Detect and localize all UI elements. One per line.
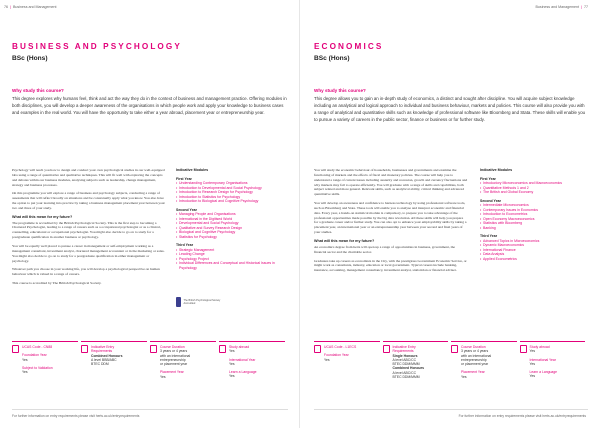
module-list bbox=[480, 239, 588, 262]
year-heading: First Year bbox=[176, 176, 192, 181]
body-paragraph: The programme is accredited by the British Psychological Society. This is the first step to becoming a Chartered Psychologist, leading to a range of careers such as a occupational psychologist or as a clinical, counselling, educational or occupational psychologist. You might also decide to go on to study for a postgraduate qualification in another business or psychology. bbox=[12, 220, 161, 240]
fact-line: Subject to Validation bbox=[22, 365, 53, 370]
fact-line: Learn a Language bbox=[229, 370, 257, 375]
module-list bbox=[176, 248, 284, 271]
fact-line: Course Duration bbox=[160, 345, 185, 349]
duration-icon bbox=[451, 345, 458, 353]
course-title: BUSINESS AND PSYCHOLOGY bbox=[12, 42, 182, 51]
fact-line: Combined Honours bbox=[392, 366, 424, 371]
fact-line: BTEC DDM/MMM bbox=[392, 362, 420, 367]
module-list bbox=[176, 181, 284, 204]
fact-line: Requirements bbox=[91, 349, 113, 354]
fact-line: Placement Year bbox=[160, 370, 184, 375]
fact-line: A level ABC/CC bbox=[392, 370, 417, 375]
fact-line: Course Duration bbox=[461, 345, 486, 349]
module-item: • Biological and Cognitive Psychology bbox=[176, 230, 284, 235]
fact-line: Indicative Entry bbox=[392, 345, 416, 349]
fact-line: Requirements bbox=[392, 349, 414, 354]
module-item: • Dynamic Macroeconomics bbox=[480, 243, 588, 248]
fact-line: Foundation Year bbox=[324, 353, 349, 358]
ucas-icon bbox=[314, 345, 321, 353]
fact-line: A level ABC/CC bbox=[392, 357, 417, 362]
fact-line: International Year bbox=[229, 357, 256, 362]
page-number: 77 bbox=[584, 5, 588, 9]
body-paragraph: You will develop an awareness and confidence to harness technology by using professional software tools, such as Bloomberg and Stata. These tools will enable you to analyse and interpret economic and financial data. Every year, a hands-on statistical module is compulsory, to prepare you to take advantage of the professional opportunities made possible by the big data revolution. All these skills will help you prepare for a graduate career and/or further study. You can also opt to enhance your employability skills by taking a placement year, an international year or an entrepreneurship year between your second and final years of your studies. bbox=[314, 201, 467, 235]
page-number: 76 bbox=[4, 5, 8, 9]
study-abroad-icon bbox=[520, 345, 527, 353]
course-fact bbox=[314, 341, 380, 395]
fact-line: Yes bbox=[529, 361, 536, 366]
why-heading: Why study this course? bbox=[12, 88, 64, 93]
right-page bbox=[300, 0, 600, 428]
fact-line: Yes bbox=[22, 357, 28, 362]
module-item: • Qualitative and Survey Research Design bbox=[176, 226, 284, 231]
fact-line: Yes bbox=[529, 374, 536, 379]
requirements-icon bbox=[81, 345, 88, 353]
bps-logo bbox=[176, 296, 222, 307]
fact-text bbox=[229, 345, 257, 395]
intro-text: This degree allows you to gain an in-depth study of economics, a distinct and sought after discipline. You will acquire subject knowledge including an analytical and logical approach to individual and business behaviour, markets and policies. This course will also provide you with a range of analytical and quantitative skills such as knowledge of professional software like Bloomberg and Stata. These skills will enable you to pursue a variety of careers in the public sector, finance or business or for further study. bbox=[314, 96, 586, 122]
year-heading: Second Year bbox=[176, 207, 197, 212]
course-fact bbox=[219, 341, 285, 395]
module-item: • Advanced Topics in Microeconomics bbox=[480, 239, 588, 244]
course-facts bbox=[314, 341, 588, 395]
section-name: Business and Management bbox=[12, 5, 57, 9]
page-header: 76 | Business and Management bbox=[4, 5, 57, 9]
module-list bbox=[480, 203, 588, 230]
module-item: • Banking bbox=[480, 226, 588, 231]
module-item: • Individual Differences and Conceptual and Historical Issues in Psychology bbox=[176, 261, 284, 270]
module-item: • Introduction to Research Design for Psychology bbox=[176, 190, 284, 195]
requirements-icon bbox=[383, 345, 390, 353]
body-paragraph: This course is accredited by The British Psychological Society. bbox=[12, 281, 102, 286]
module-item: • Intermediate Microeconomics bbox=[480, 203, 588, 208]
fact-line: or placement year bbox=[160, 362, 188, 367]
fact-line: Combined Honours bbox=[91, 353, 123, 358]
fact-line: Foundation Year bbox=[22, 353, 47, 358]
intro-text: This degree explores why humans feel, think and act the way they do in the context of business and management practice. Offering modules in both disciplines, you will develop a deeper awareness of the organisations in which people work and apply your knowledge to business cases and examples in the real world. You will have the opportunity to take either a year abroad, placement year or entrepreneurship year. bbox=[12, 96, 287, 115]
body-paragraph: An economics degree from herts will open up a range of opportunities in business, government, the financial sector and the charitable sector. bbox=[314, 244, 455, 254]
footer-rule bbox=[12, 409, 288, 410]
fact-line: Single Honours bbox=[392, 353, 418, 358]
fact-line: Yes bbox=[229, 374, 235, 379]
fact-line: UCAS Code - CN88 bbox=[22, 345, 53, 349]
fact-line: 3 years or 4 years bbox=[461, 349, 489, 354]
modules-heading: Indicative Modules bbox=[176, 168, 209, 172]
indicative-modules bbox=[176, 168, 284, 270]
fact-line: Yes bbox=[461, 374, 467, 379]
bps-logo-text: The British Psychological Society Accredited bbox=[183, 298, 221, 305]
year-heading: Third Year bbox=[176, 243, 194, 247]
fact-line: Yes bbox=[160, 374, 166, 379]
course-fact bbox=[12, 341, 78, 395]
fact-text bbox=[324, 345, 356, 395]
fact-line: entrepreneurship bbox=[160, 357, 186, 362]
module-item: • Statistics with Bloomberg bbox=[480, 221, 588, 226]
fact-line: BTEC DDM bbox=[91, 362, 109, 367]
fact-line: with an international bbox=[160, 353, 191, 358]
module-item: • Statistics for Psychology bbox=[176, 235, 284, 240]
module-item: • Open Economy Macroeconomics bbox=[480, 217, 588, 222]
fact-line: Yes bbox=[22, 370, 28, 375]
fact-line: Yes bbox=[229, 361, 235, 366]
module-item: • Psychology Project bbox=[176, 257, 284, 262]
course-fact bbox=[520, 341, 586, 395]
course-fact bbox=[81, 341, 147, 395]
fact-line: Learn a Language bbox=[529, 370, 558, 375]
module-item: • Introduction to Biological and Cognitive Psychology bbox=[176, 199, 284, 204]
fact-text bbox=[461, 345, 491, 395]
year-heading: Second Year bbox=[480, 198, 501, 203]
fact-text bbox=[22, 345, 53, 395]
footer-note: For further information on entry requirements please visit herts.ac.uk/entryrequirements bbox=[458, 414, 586, 418]
fact-line: BTEC DDM/MMM bbox=[392, 375, 420, 380]
why-heading: Why study this course? bbox=[314, 88, 366, 93]
fact-line: Yes bbox=[229, 349, 235, 354]
body-paragraph: Psychology will teach you how to design and conduct your own psychological studies in our well-equipped labs using a range of quantitative and qualitative techniques. This will fit well with exploring the concepts and debates within our business modules, analysing subjects such as leadership, change management, strategy and business processes. bbox=[12, 168, 165, 187]
body-text bbox=[314, 168, 468, 277]
fact-text bbox=[160, 345, 190, 395]
course-fact bbox=[451, 341, 517, 395]
module-item: • Leading Change bbox=[176, 252, 284, 257]
fact-line: Placement Year bbox=[461, 370, 485, 375]
module-item: • Data Analysis bbox=[480, 252, 588, 257]
module-item: • Quantitative Methods 1 and 2 bbox=[480, 186, 588, 191]
body-paragraph: You will study the economic behaviour of households, businesses and governments and examine the functioning of markets and the effects of fiscal and monetary policies. The course will help you to understand a range of current issues including austerity and recession, growth and currency fluctuations and why markets may fail to operate efficiently. You will graduate with a range of skills and capabilities, both subject related and more general. Relevant skills, such as analytical ability, critical thinking and advanced quantitative skills. bbox=[314, 168, 468, 197]
body-paragraph: Whatever path you choose in your working life, you will develop a psychological perspective on human behaviour which is valued in a range of careers. bbox=[12, 267, 160, 277]
module-item: • Introductory Microeconomics and Macroeconomics bbox=[480, 181, 588, 186]
fact-line: Yes bbox=[324, 357, 330, 362]
fact-text bbox=[393, 345, 424, 395]
course-fact bbox=[150, 341, 216, 395]
fact-line: UCAS Code - L1ECS bbox=[324, 345, 357, 349]
footer-rule bbox=[314, 409, 588, 410]
modules-heading: Indicative Modules bbox=[480, 168, 513, 172]
fact-line: 3 years or 4 years bbox=[160, 349, 188, 354]
module-item: • Understanding Contemporary Organisations bbox=[176, 181, 284, 186]
course-title: ECONOMICS bbox=[314, 42, 384, 51]
body-paragraph: You will be equally well placed to pursue a career in management or self-employment working as a management consultant, investment analyst, chartered management accountant or in the marketing or sales. You might also decide to go on to study for a postgraduate qualification in either management or psychology. bbox=[12, 243, 165, 263]
module-item: • Managing People and Organisations bbox=[176, 212, 284, 217]
fact-line: A level BBB/ABC bbox=[91, 357, 117, 362]
module-list bbox=[480, 181, 588, 195]
course-award: BSc (Hons) bbox=[12, 55, 48, 62]
study-abroad-icon bbox=[219, 345, 226, 353]
footer-note: For further information on entry requirements please visit herts.ac.uk/entryrequirements bbox=[12, 414, 140, 418]
body-heading: What will this mean for my future? bbox=[314, 238, 375, 243]
module-item: • International in the Digitised World bbox=[176, 217, 284, 222]
body-text bbox=[12, 168, 166, 290]
fact-line: entrepreneurship bbox=[461, 357, 487, 362]
fact-line: with an international bbox=[461, 353, 492, 358]
course-facts bbox=[12, 341, 288, 395]
module-item: • Introduction to Econometrics bbox=[480, 212, 588, 217]
module-item: • Introduction to Statistics for Psychology bbox=[176, 195, 284, 200]
course-award: BSc (Hons) bbox=[314, 55, 350, 62]
body-paragraph: On this programme you will explore a range of business and psychology subjects, conducting a range of assessments that will reflect broadly on situations and be contextually apply what you know. You also have the option to put your learning into practice by taking a business management placement year between your two and three of your study. bbox=[12, 191, 165, 210]
body-heading: What will this mean for my future? bbox=[12, 214, 73, 219]
fact-line: Yes bbox=[529, 349, 536, 354]
fact-line: Study abroad bbox=[529, 345, 550, 349]
module-item: • Developmental and Social Psychology bbox=[176, 221, 284, 226]
module-item: • The British and Global Economy bbox=[480, 190, 588, 195]
course-fact bbox=[383, 341, 449, 395]
module-item: • Applied Econometrics bbox=[480, 257, 588, 262]
page-header: Business and Management | 77 bbox=[535, 5, 588, 9]
fact-text bbox=[91, 345, 122, 395]
fact-line: Study abroad bbox=[229, 345, 250, 349]
module-item: • Introduction to Developmental and Social Psychology bbox=[176, 186, 284, 191]
body-paragraph: Graduates take up careers as economists in the City, with the prestigious Government Economic Service, or might work as consultants, industry, education or local government. Typical careers include banking, insurance, accounting, management consultancy, investment analyst, statistician or financial adviser. bbox=[314, 258, 467, 273]
module-item: • Strategic Management bbox=[176, 248, 284, 253]
indicative-modules bbox=[480, 168, 588, 261]
fact-line: Indicative Entry bbox=[91, 345, 115, 349]
fact-line: International Year bbox=[529, 357, 556, 362]
fact-line: or placement year bbox=[461, 362, 489, 367]
duration-icon bbox=[150, 345, 157, 353]
fact-text bbox=[530, 345, 558, 395]
section-name: Business and Management bbox=[535, 5, 580, 9]
ucas-icon bbox=[12, 345, 19, 353]
year-heading: First Year bbox=[480, 176, 496, 181]
year-heading: Third Year bbox=[480, 234, 498, 238]
bps-logo-mark bbox=[176, 297, 181, 307]
module-item: • Contemporary Issues in Economics bbox=[480, 208, 588, 213]
module-item: • International Finance bbox=[480, 248, 588, 253]
module-list bbox=[176, 212, 284, 239]
